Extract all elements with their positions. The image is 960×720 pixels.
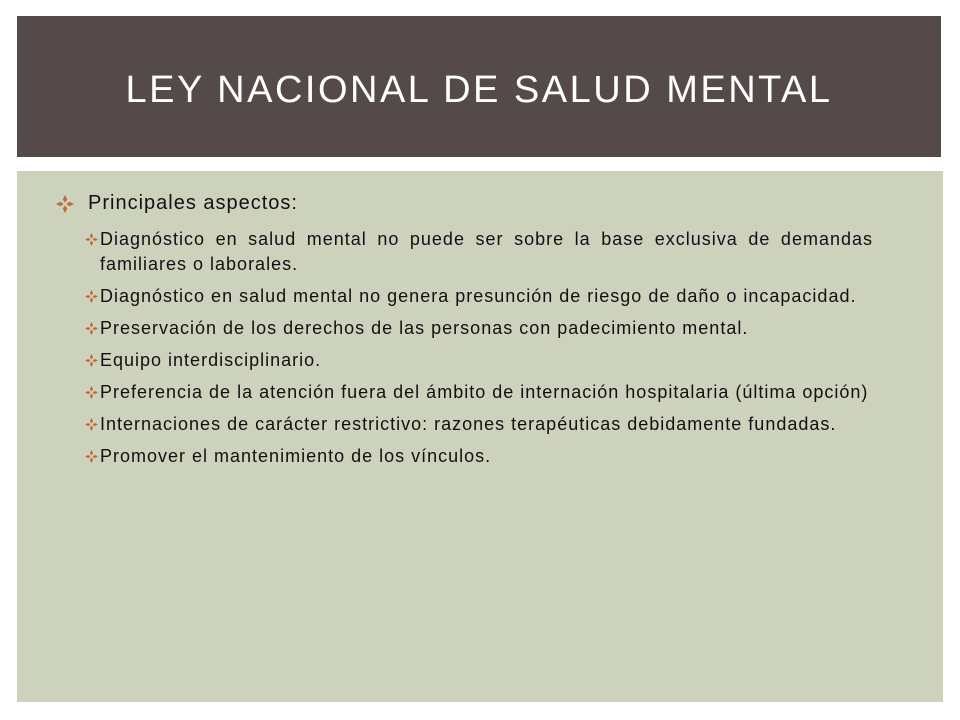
list-item xyxy=(85,227,873,277)
slide-title: LEY NACIONAL DE SALUD MENTAL xyxy=(125,69,833,111)
list-item xyxy=(85,380,873,405)
list-item xyxy=(85,348,873,373)
title-bar xyxy=(17,16,941,157)
list-item xyxy=(85,284,873,309)
diamond-bullet-icon xyxy=(85,322,98,335)
list-item-text: Preferencia de la atención fuera del ámbito de internación hospitalaria (última opción) xyxy=(100,382,869,402)
diamond-bullet-icon xyxy=(85,290,98,303)
list-item-text: Internaciones de carácter restrictivo: razones terapéuticas debidamente fundadas. xyxy=(100,414,837,434)
list-item xyxy=(85,444,873,469)
diamond-bullet-icon xyxy=(85,354,98,367)
list-item-text: Preservación de los derechos de las personas con padecimiento mental. xyxy=(100,318,749,338)
list-item-text: Equipo interdisciplinario. xyxy=(100,350,322,370)
list-item xyxy=(85,316,873,341)
diamond-bullet-icon xyxy=(85,418,98,431)
heading-row xyxy=(56,192,873,215)
bullet-list xyxy=(56,227,873,469)
diamond-bullet-icon xyxy=(85,386,98,399)
list-item-text: Diagnóstico en salud mental no genera presunción de riesgo de daño o incapacidad. xyxy=(100,286,857,306)
content-panel xyxy=(17,171,943,702)
list-item xyxy=(85,412,873,437)
diamond-bullet-icon xyxy=(85,450,98,463)
list-item-text: Promover el mantenimiento de los vínculos. xyxy=(100,446,492,466)
list-item-text: Diagnóstico en salud mental no puede ser sobre la base exclusiva de demandas familiares o laborales. xyxy=(100,229,873,274)
diamond-bullet-icon xyxy=(85,233,98,246)
diamond-bullet-icon xyxy=(56,195,74,213)
heading-text: Principales aspectos: xyxy=(88,192,298,214)
